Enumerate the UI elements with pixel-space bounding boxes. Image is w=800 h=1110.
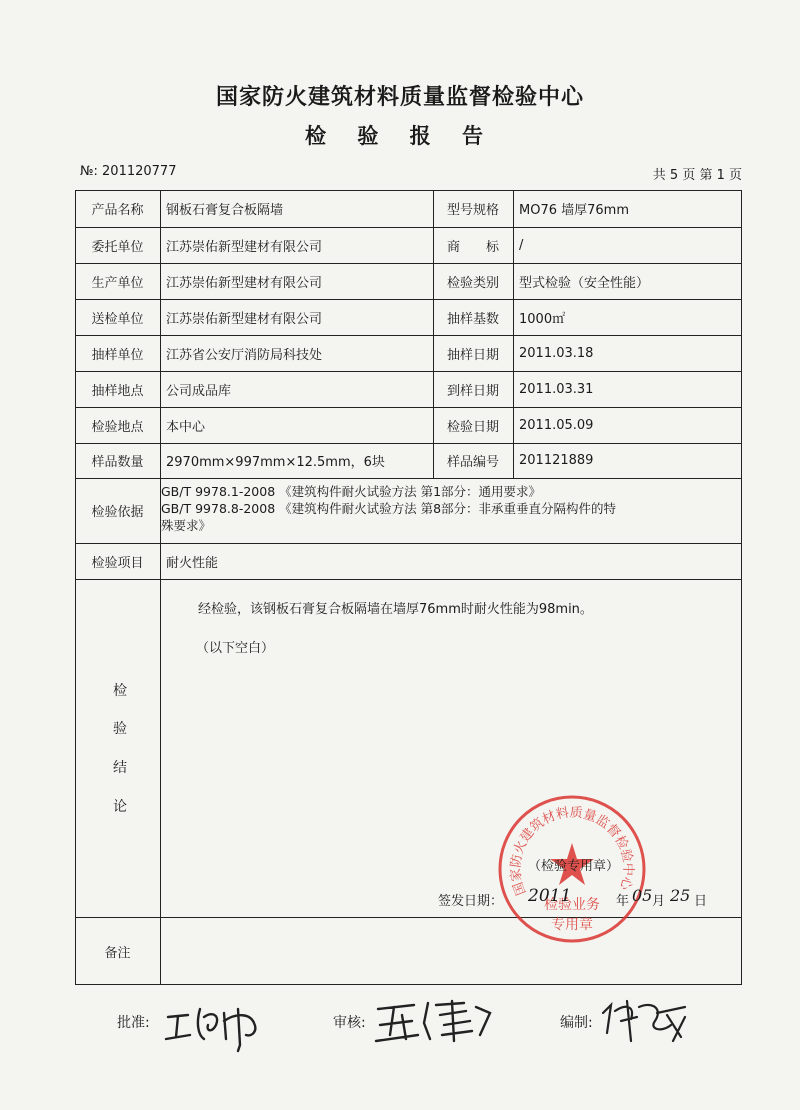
conclusion-char: 验 [113,721,127,737]
value-sample-quantity: 2970mm×997mm×12.5mm，6块 [166,455,385,470]
value-inspection-location: 本中心 [166,419,206,435]
value-sampling-base: 1000㎡ [519,311,566,327]
label-remarks: 备注 [104,945,131,961]
label-sampling-location: 抽样地点 [91,383,144,399]
basis-line: 殊要求》 [161,518,212,533]
value-client: 江苏崇佑新型建材有限公司 [166,239,323,255]
label-arrival-date: 到样日期 [446,383,499,399]
value-sample-number: 201121889 [519,453,594,468]
review-label: 审核: [333,1015,366,1031]
value-inspection-item: 耐火性能 [166,555,219,571]
conclusion-char: 论 [113,799,127,815]
year-char: 年 [616,894,630,909]
month-char: 月 [652,894,666,909]
compiler-signature-icon [597,993,697,1051]
value-inspection-date: 2011.05.09 [519,417,594,433]
label-sampling-date: 抽样日期 [446,347,499,363]
sign-date-label: 签发日期： [438,894,504,909]
sign-year-handwritten: 2011 [528,886,572,906]
svg-text:国家防火建筑材料质量监督检验中心: 国家防火建筑材料质量监督检验中心 [508,805,636,898]
conclusion-char: 检 [113,683,127,699]
value-arrival-date: 2011.03.31 [519,381,594,397]
blank-note: （以下空白） [196,641,275,656]
label-manufacturer: 生产单位 [91,275,144,291]
approver-signature-icon [160,995,275,1055]
page-info: 共 5 页 第 1 页 [652,168,742,183]
approve-label: 批准: [117,1015,150,1031]
label-client: 委托单位 [91,239,144,255]
conclusion-char: 结 [113,760,127,776]
report-org-title: 国家防火建筑材料质量监督检验中心 [215,85,584,110]
conclusion-text: 经检验，该钢板石膏复合板隔墙在墙厚76mm时耐火性能为98min。 [198,602,593,617]
label-inspection-type: 检验类别 [446,275,499,291]
label-inspection-location: 检验地点 [91,419,144,435]
report-number: №: 201120777 [80,164,177,179]
day-char: 日 [694,894,708,909]
value-submitter: 江苏崇佑新型建材有限公司 [166,311,323,327]
basis-line: GB/T 9978.1-2008 《建筑构件耐火试验方法 第1部分：通用要求》 [161,484,542,499]
svg-text:专用章: 专用章 [551,917,593,933]
sign-day-handwritten: 25 [670,886,691,905]
label-trademark: 商 标 [446,239,499,255]
value-sampling-date: 2011.03.18 [519,345,594,361]
value-model: MO76 墙厚76mm [519,203,629,218]
compile-label: 编制: [560,1015,593,1031]
value-product-name: 钢板石膏复合板隔墙 [166,203,284,218]
label-inspection-basis: 检验依据 [91,505,144,520]
svg-text:检验业务: 检验业务 [544,897,600,913]
inspection-basis-text [161,483,741,534]
label-model: 型号规格 [446,203,499,218]
basis-line: GB/T 9978.8-2008 《建筑构件耐火试验方法 第8部分：非承重垂直分隔构件的特 [161,501,617,516]
value-sampler: 江苏省公安厅消防局科技处 [166,347,323,363]
label-sampler: 抽样单位 [91,347,144,363]
label-product-name: 产品名称 [91,203,144,218]
label-inspection-date: 检验日期 [446,419,499,435]
seal-label: （检验专用章） [528,859,620,874]
label-inspection-item: 检验项目 [91,555,144,571]
report-title: 检 验 报 告 [305,124,495,148]
sign-month-handwritten: 05 [632,886,653,905]
label-submitter: 送检单位 [91,311,144,327]
value-manufacturer: 江苏崇佑新型建材有限公司 [166,275,323,291]
reviewer-signature-icon [372,995,497,1053]
label-sample-number: 样品编号 [446,455,499,470]
label-sampling-base: 抽样基数 [446,311,499,327]
label-sample-quantity: 样品数量 [91,455,144,470]
value-sampling-location: 公司成品库 [166,383,232,399]
value-inspection-type: 型式检验（安全性能） [519,275,650,291]
value-trademark: / [519,237,524,253]
